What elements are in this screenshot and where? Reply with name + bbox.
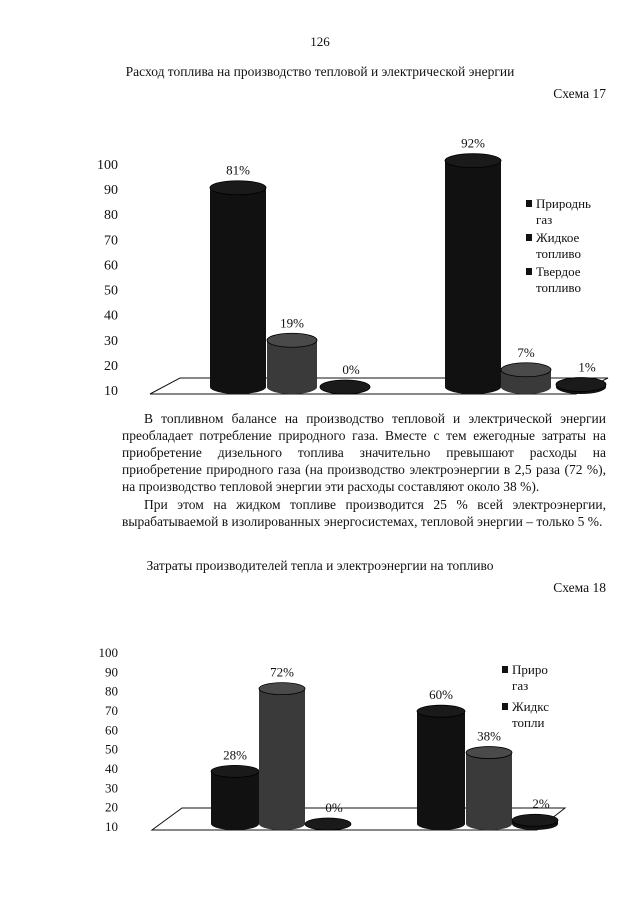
chart-2-data-label: 0% xyxy=(325,800,343,815)
chart-1-legend-label: топливо xyxy=(536,246,581,261)
chart-2-data-label: 2% xyxy=(532,796,550,812)
chart-2-y-tick-label: 70 xyxy=(105,703,118,718)
chart-1-y-tick-label: 50 xyxy=(104,283,118,299)
chart-2-bar xyxy=(417,705,465,830)
chart-2-legend-label: Приро xyxy=(512,662,548,677)
page-number: 126 xyxy=(310,34,330,49)
chart-1-y-tick-label: 20 xyxy=(104,358,118,374)
chart-1-y-tick-label: 90 xyxy=(104,183,118,199)
chart-1-title: Расход топлива на производство тепловой и электрической энергии xyxy=(125,64,515,79)
chart-2-data-label: 38% xyxy=(477,728,501,744)
chart-2-y-tick-label: 50 xyxy=(105,741,118,757)
chart-2-legend-label: топли xyxy=(512,715,545,730)
chart-1-legend-swatch xyxy=(526,234,532,241)
chart-2-legend-label: Жидкс xyxy=(512,699,549,714)
chart-1-y-tick-label: 80 xyxy=(104,208,118,224)
chart-2-y-tick-label: 30 xyxy=(105,780,118,796)
chart-2-bar xyxy=(466,747,512,830)
chart-1-bar xyxy=(445,154,501,394)
chart-1-legend-label: газ xyxy=(536,212,553,227)
chart-1-legend-swatch xyxy=(526,200,532,207)
chart-1-y-tick-label: 60 xyxy=(104,258,118,274)
chart-1-bar xyxy=(556,378,606,394)
chart-2-legend-label: газ xyxy=(512,678,529,693)
chart-2-title: Затраты производителей тепла и электроэнергии на топливо xyxy=(146,558,494,573)
chart-1-y-tick-label: 100 xyxy=(97,158,118,173)
chart-1-bar xyxy=(267,333,317,394)
chart-1-legend-label: Жидкое xyxy=(536,230,580,245)
chart-2-y-tick-label: 20 xyxy=(105,799,118,815)
chart-2-y-tick-label: 90 xyxy=(105,664,118,680)
chart-1-y-tick-label: 70 xyxy=(104,233,118,249)
chart-2-y-tick-label: 40 xyxy=(105,761,118,776)
chart-1-y-tick-label: 30 xyxy=(104,333,118,349)
chart-2-bar xyxy=(305,818,351,830)
chart-2-legend-swatch xyxy=(502,666,508,673)
chart-1-y-tick-label: 40 xyxy=(104,308,118,324)
chart-1-data-label: 0% xyxy=(342,362,360,377)
chart-1-legend-label: Твердое xyxy=(536,264,581,279)
chart-1-legend-label: Природнь xyxy=(536,196,591,211)
chart-2-y-tick-label: 10 xyxy=(105,819,118,834)
chart-1-bar xyxy=(320,380,370,394)
chart-2-bar xyxy=(512,814,558,830)
chart-1-scheme-label: Схема 17 xyxy=(553,86,606,101)
chart-1-data-label: 92% xyxy=(461,135,485,151)
chart-2-bar xyxy=(211,765,259,830)
chart-1-bar xyxy=(210,181,266,394)
chart-2-y-tick-label: 80 xyxy=(105,683,118,699)
paragraph-1: В топливном балансе на производство тепловой и электрической энергии преобладает потребление природного газа. Вместе с тем ежегодные затраты на приобретение дизельного топлива значительно превышают расходы на приобретение природного газа (на производство электроэнергии в 2,5 раза (72 %), на производство тепловой энергии эти расходы составляют около 38 %). xyxy=(122,411,606,494)
chart-2-y-tick-label: 60 xyxy=(105,722,118,738)
chart-2 xyxy=(0,640,640,845)
chart-2-data-label: 72% xyxy=(270,664,294,680)
chart-1-data-label: 7% xyxy=(517,344,535,360)
chart-1-data-label: 1% xyxy=(578,359,596,375)
chart-2-data-label: 28% xyxy=(223,747,247,763)
paragraph-2: При этом на жидком топливе производится 25 % всей электроэнергии, вырабатываемой в изолированных энергосистемах, тепловой энергии – только 5 %. xyxy=(122,497,606,529)
chart-2-legend-swatch xyxy=(502,703,508,710)
chart-2-bar xyxy=(259,683,305,830)
chart-1-legend-swatch xyxy=(526,268,532,275)
chart-2-data-label: 60% xyxy=(429,687,453,703)
chart-1-legend-label: топливо xyxy=(536,280,581,295)
chart-1-y-tick-label: 10 xyxy=(104,384,118,399)
chart-1 xyxy=(0,135,640,405)
chart-1-bar xyxy=(501,363,551,394)
chart-2-scheme-label: Схема 18 xyxy=(553,580,606,595)
chart-1-data-label: 19% xyxy=(280,315,304,331)
chart-2-y-tick-label: 100 xyxy=(98,645,118,660)
chart-1-data-label: 81% xyxy=(226,162,250,178)
